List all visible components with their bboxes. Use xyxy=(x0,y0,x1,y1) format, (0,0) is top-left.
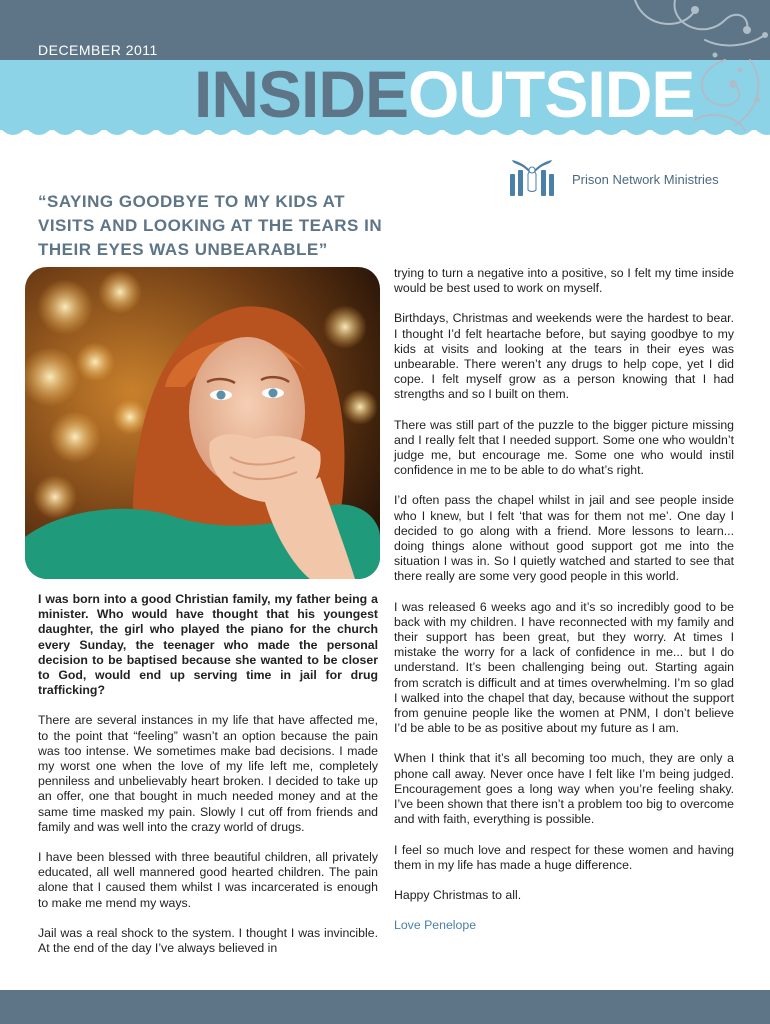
portrait-illustration xyxy=(25,267,380,579)
article-paragraph: Happy Christmas to all. xyxy=(394,887,522,902)
article-paragraph: There are several instances in my life that have affected me, to the point that “feeling” wasn’t an option because the pain was too intense. We sometimes make bad decisions. I made my worst one when the love of my life left me, completely penniless and unbelievably heart broken. I decided to take up an offer, one that bought in much needed money and at the same time masked my pain. Slowly I cut off from friends and family and was well into the crazy world of drugs. xyxy=(38,713,378,834)
article-paragraph: Jail was a real shock to the system. I thought I was invincible. At the end of the day I’ve always believed in xyxy=(38,925,378,956)
article-paragraph: I’d often pass the chapel whilst in jail and see people inside who I knew, but I felt ‘that was for them not me’. One day I decided to go along with a friend. More lessons to learn... doing things alone without good support got me into the situation I was in. So I quietly watched and started to see that there really are some very good people in this world. xyxy=(394,493,734,584)
article-headline: “SAYING GOODBYE TO MY KIDS AT VISITS AND LOOKING AT THE TEARS IN THEIR EYES WAS UNBEARABLE” xyxy=(38,192,383,259)
masthead-outside: OUTSIDE xyxy=(408,57,695,131)
article-left-column xyxy=(38,592,378,971)
org-name: Prison Network Ministries xyxy=(572,172,719,187)
article-lead-paragraph: I was born into a good Christian family, my father being a minister. Who would have thought that his youngest daughter, the girl who played the piano for the church every Sunday, the teenager who made the personal decision to be baptised because she wanted to be closer to God, would end up serving time in jail for drug trafficking? xyxy=(38,592,378,698)
woman-portrait-photo xyxy=(25,267,380,579)
masthead-title xyxy=(194,58,694,130)
masthead-inside: INSIDE xyxy=(194,57,409,131)
article-paragraph: trying to turn a negative into a positive, so I felt my time inside would be best used to work on myself. xyxy=(394,266,734,296)
article-paragraph: I was released 6 weeks ago and it’s so incredibly good to be back with my children. I have reconnected with my family and their support has been great, but they worry. At times I mistake the worry for a lack of confidence in me... but I do understand. It’s been challenging being out. Starting again from scratch is difficult and at times overwhelming. I’m so glad I walked into the chapel that day, because without the support from genuine people like the women at PNM, I don’t believe I’d be able to be as positive about my future as I am. xyxy=(394,599,734,736)
article-paragraph: There was still part of the puzzle to the bigger picture missing and I really felt that I needed support. Some one who wouldn’t judge me, but encourage me. Some one who would instil confidence in me to be able to do what’s right. xyxy=(394,417,734,478)
article-signoff: Love Penelope xyxy=(394,918,477,933)
article-right-column xyxy=(394,266,734,948)
issue-date: DECEMBER 2011 xyxy=(38,42,158,58)
article-paragraph: When I think that it’s all becoming too much, they are only a phone call away. Never once have I felt like I’m being judged. Encouragement goes a long way when you’re feeling shaky. I’ve been shown that there isn’t a problem too big to overcome and with faith, everything is possible. xyxy=(394,751,734,827)
article-paragraph: Birthdays, Christmas and weekends were the hardest to bear. I thought I’d felt heartache before, but saying goodbye to my kids at visits and looking at the tears in their eyes was unbearable. There weren’t any drugs to help cope, yet I did cope. I felt myself grow as a person knowing that I had strengths and so I built on them. xyxy=(394,311,734,402)
dove-logo-icon xyxy=(508,156,556,202)
article-paragraph: I feel so much love and respect for these women and having them in my life has made a huge difference. xyxy=(394,842,734,872)
footer-band xyxy=(0,990,770,1024)
article-paragraph: I have been blessed with three beautiful children, all privately educated, all well mannered good hearted children. The pain alone that I caused them whilst I was incarcerated is enough to make me mend my ways. xyxy=(38,850,378,910)
